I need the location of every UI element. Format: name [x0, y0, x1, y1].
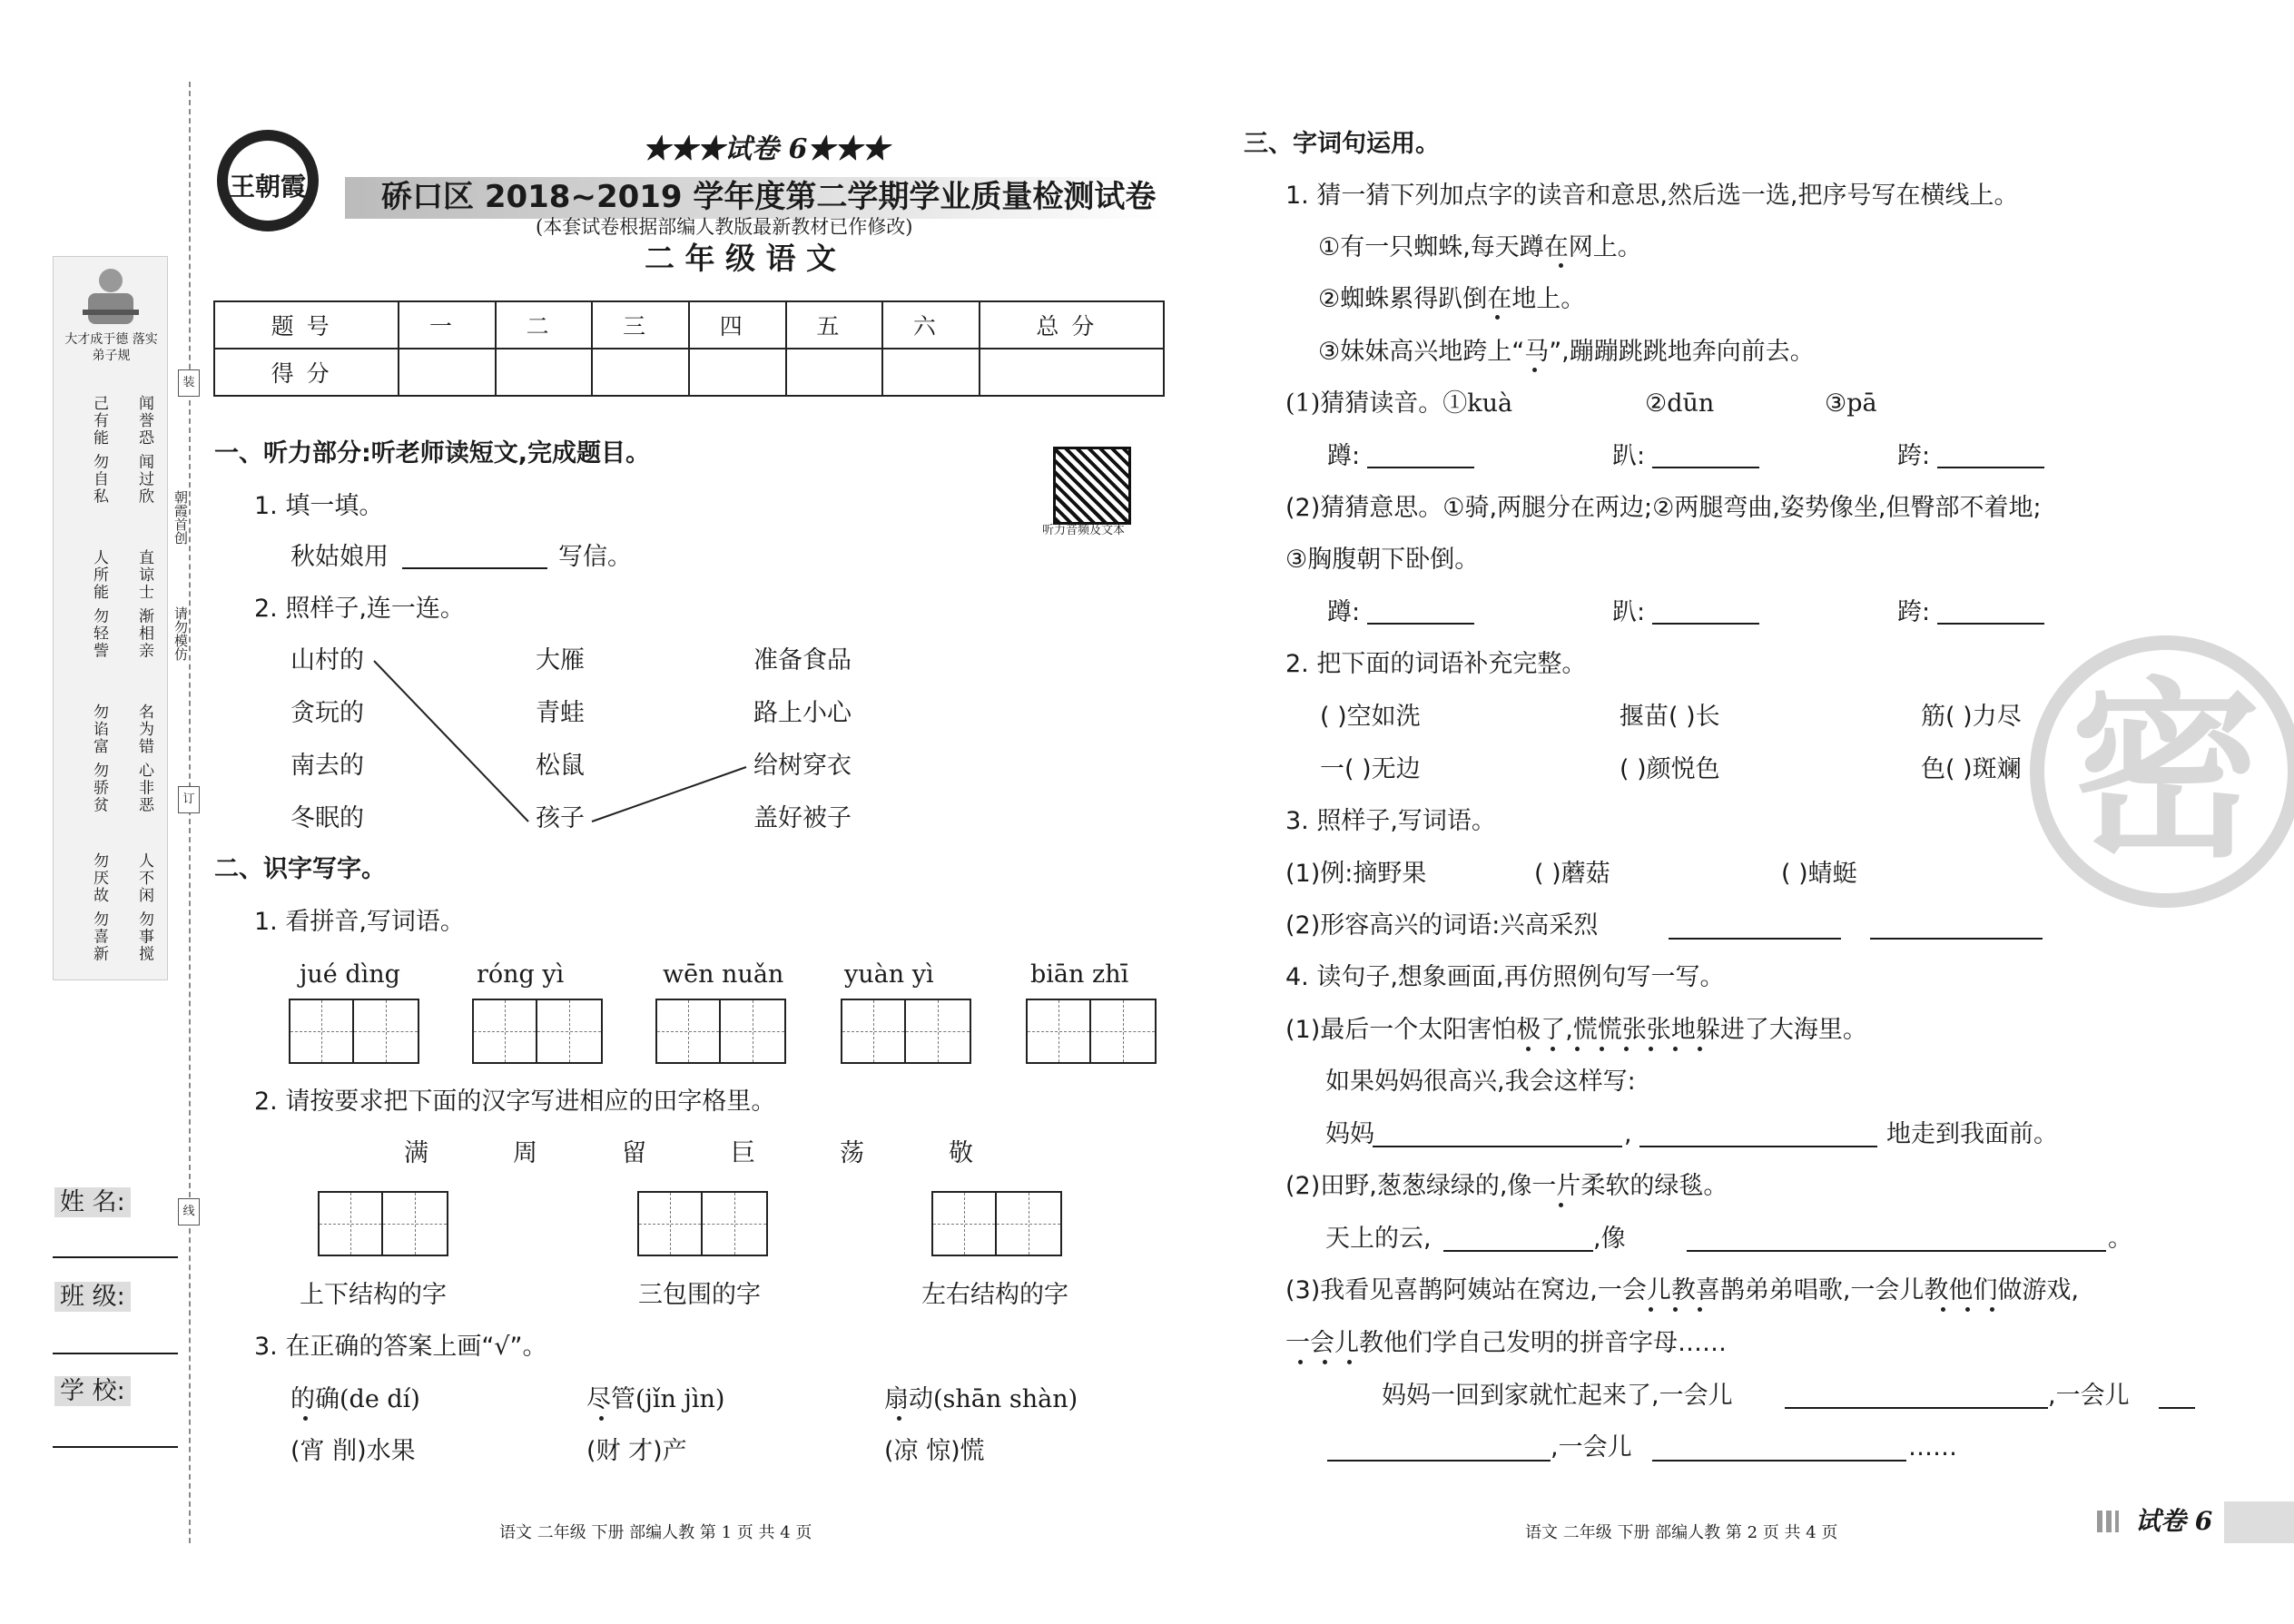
emphasis-dot	[1965, 1307, 1970, 1312]
emphasis-dot	[303, 1416, 308, 1421]
choice-4[interactable]: (宵 削)水果	[290, 1437, 416, 1465]
score-cell: 总分	[980, 301, 1164, 349]
blank-kua-meaning[interactable]	[1937, 623, 2044, 625]
grid-label-2: 三包围的字	[638, 1281, 761, 1309]
happy-word-blank-2[interactable]	[1870, 938, 2043, 940]
footer-right: 语文 二年级 下册 部编人教 第 2 页 共 4 页	[1525, 1523, 1838, 1542]
emphasis-dot	[1575, 1047, 1580, 1051]
pinyin-5: biān zhī	[1030, 960, 1129, 989]
grid-label-3: 左右结构的字	[921, 1281, 1068, 1309]
idiom-4[interactable]: 一( )无边	[1320, 755, 1421, 783]
score-cell: 六	[882, 301, 980, 349]
emphasis-dot	[1323, 1360, 1327, 1364]
s3-ex1-c[interactable]: ( )蜻蜓	[1781, 860, 1857, 888]
s3-p3-c-a: 妈妈一回到家就忙起来了,一会儿	[1382, 1382, 1733, 1410]
emphasis-dot	[599, 1416, 604, 1421]
s3-ex1: (1)例:摘野果	[1285, 860, 1427, 888]
s3-p3-d-a: ,一会儿	[1551, 1433, 1632, 1462]
s3-sentence-3: ③妹妹高兴地跨上“马”,蹦蹦跳跳地奔向前去。	[1318, 338, 1815, 366]
choice-5[interactable]: (财 才)产	[586, 1437, 687, 1465]
blank-label-kua-2: 跨:	[1897, 598, 1931, 626]
motto-top: 大才成于德 落实弟子规	[64, 332, 158, 363]
class-label: 班 级:	[54, 1282, 131, 1312]
exam-badge: ★★★试卷 6★★★	[643, 133, 890, 165]
match-right-1[interactable]: 准备食品	[753, 646, 852, 674]
s3-p3-d-b: ……	[1908, 1433, 1957, 1462]
s3-reading: (1)猜猜读音。①kuà	[1285, 389, 1513, 418]
imitate-blank-2[interactable]	[1639, 1146, 1877, 1147]
emphasis-dot	[1600, 1047, 1604, 1051]
s3-p1-b: 如果妈妈很高兴,我会这样写:	[1325, 1068, 1636, 1096]
emphasis-dot	[1941, 1307, 1945, 1312]
s1-q1-text-a: 秋姑娘用	[290, 543, 389, 571]
tianzi-grid[interactable]	[655, 999, 786, 1064]
emphasis-dot	[1532, 368, 1537, 372]
s3-p2-b-c: 。	[2108, 1225, 2132, 1253]
mom-blank-3[interactable]	[1652, 1460, 1906, 1462]
s2-q1: 1. 看拼音,写词语。	[254, 908, 465, 936]
s3-sentence-2: ②蜘蛛累得趴倒在地上。	[1318, 285, 1586, 313]
s3-p1-c-b: ,	[1624, 1120, 1632, 1148]
mom-blank-2b[interactable]	[1327, 1460, 1551, 1462]
s3-q4: 4. 读句子,想象画面,再仿照例句写一写。	[1285, 963, 1725, 991]
emphasis-dot	[1990, 1307, 1994, 1312]
blank-label-dun: 蹲:	[1327, 442, 1361, 470]
qr-code[interactable]	[1053, 447, 1131, 525]
section3-title: 三、字词句运用。	[1244, 130, 1440, 158]
exam-subtitle: (本套试卷根据部编人教版最新教材已作修改)	[536, 216, 913, 238]
tianzi-grid[interactable]	[318, 1191, 448, 1256]
emphasis-dot	[1551, 1047, 1555, 1051]
idiom-1[interactable]: ( )空如洗	[1320, 703, 1421, 731]
match-left-3[interactable]: 南去的	[290, 752, 364, 780]
s3-p3-b: 一会儿教他们学自己发明的拼音字母……	[1285, 1329, 1727, 1357]
tianzi-grid[interactable]	[931, 1191, 1062, 1256]
emphasis-dot	[1559, 1203, 1563, 1207]
char-3: 留	[622, 1139, 646, 1167]
cloud-blank-2[interactable]	[1687, 1250, 2106, 1252]
school-label: 学 校:	[54, 1376, 131, 1406]
emphasis-dot	[1559, 263, 1563, 268]
watermark-text: 密	[2070, 661, 2261, 883]
side-label-2: 请勿模仿	[172, 606, 189, 661]
char-6: 敬	[949, 1139, 973, 1167]
motto-5: 己有能 勿自私	[90, 395, 108, 506]
score-cell: 五	[786, 301, 883, 349]
score-cell: 题号	[214, 301, 399, 349]
motto-2: 直谅士 渐相亲	[135, 549, 153, 660]
idiom-2[interactable]: 揠苗( )长	[1620, 703, 1720, 731]
s1-q2: 2. 照样子,连一连。	[254, 595, 465, 623]
tag-pattern	[2097, 1511, 2119, 1532]
match-example-lines	[0, 0, 908, 871]
char-4: 巨	[731, 1139, 755, 1167]
match-left-4[interactable]: 冬眠的	[290, 804, 364, 832]
emphasis-dot	[1649, 1307, 1653, 1312]
blank-label-dun-2: 蹲:	[1327, 598, 1361, 626]
char-2: 周	[513, 1139, 537, 1167]
blank-pa-meaning[interactable]	[1652, 623, 1759, 625]
s1-q1: 1. 填一填。	[254, 492, 384, 520]
happy-word-blank-1[interactable]	[1669, 938, 1841, 940]
score-cell: 二	[496, 301, 593, 349]
section1-title: 一、听力部分:听老师读短文,完成题目。	[214, 439, 651, 468]
motto-1: 闻誉恐 闻过欣	[135, 395, 153, 506]
pinyin-4: yuàn yì	[844, 960, 934, 989]
score-cell: 三	[592, 301, 689, 349]
exam-tag: 试卷 6	[2135, 1506, 2213, 1536]
idiom-5[interactable]: ( )颜悦色	[1620, 755, 1720, 783]
emphasis-dot	[897, 1416, 901, 1421]
motto-8: 勿厌故 勿喜新	[90, 852, 108, 963]
score-cell: 四	[689, 301, 786, 349]
s3-p3: (3)我看见喜鹊阿姨站在窝边,一会儿教喜鹊弟弟唱歌,一会儿教他们做游戏,	[1285, 1276, 2079, 1304]
imitate-blank-1[interactable]	[1373, 1146, 1622, 1147]
emphasis-dot	[1698, 1047, 1702, 1051]
grid-label-1: 上下结构的字	[300, 1281, 447, 1309]
s3-p1-c-a: 妈妈	[1325, 1120, 1374, 1148]
blank-pa-reading[interactable]	[1652, 467, 1759, 468]
side-label-1: 朝霞首创	[172, 490, 189, 545]
s3-p2-b-b: ,像	[1593, 1225, 1626, 1253]
tianzi-grid[interactable]	[1026, 999, 1157, 1064]
exam-title: 硚口区 2018~2019 学年度第二学期学业质量检测试卷	[381, 179, 1157, 215]
choice-2[interactable]: 尽管(jǐn jìn)	[586, 1385, 725, 1413]
blank-label-pa: 趴:	[1612, 442, 1646, 470]
s3-p2: (2)田野,葱葱绿绿的,像一片柔软的绿毯。	[1285, 1172, 1728, 1200]
binding-mark-3: 线	[178, 1198, 200, 1225]
s3-p2-b-a: 天上的云,	[1325, 1225, 1432, 1253]
name-field[interactable]	[53, 1256, 178, 1258]
s3-ex1-b[interactable]: ( )蘑菇	[1534, 860, 1610, 888]
blank-dun-meaning[interactable]	[1367, 623, 1474, 625]
confidential-watermark	[2030, 635, 2294, 908]
score-input[interactable]	[980, 349, 1164, 396]
emphasis-dot	[1698, 1307, 1702, 1312]
motto-4: 人不闲 勿事搅	[135, 852, 153, 963]
pinyin-3: wēn nuǎn	[663, 960, 784, 989]
mom-blank-1[interactable]	[1785, 1407, 2048, 1409]
match-right-2[interactable]: 路上小心	[753, 699, 852, 727]
s3-p1: (1)最后一个太阳害怕极了,慌慌张张地躲进了大海里。	[1285, 1016, 1867, 1044]
s1-q1-text-b: 写信。	[558, 543, 632, 571]
match-left-1[interactable]: 山村的	[290, 646, 364, 674]
school-field[interactable]	[53, 1446, 178, 1448]
tag-bar	[2224, 1501, 2294, 1543]
blank-label-pa-2: 趴:	[1612, 598, 1646, 626]
idiom-6[interactable]: 色( )斑斓	[1921, 755, 2022, 783]
section2-title: 二、识字写字。	[214, 855, 386, 883]
s3-sentence-1: ①有一只蜘蛛,每天蹲在网上。	[1318, 233, 1642, 261]
s3-meaning: (2)猜猜意思。①骑,两腿分在两边;②两腿弯曲,姿势像坐,但臀部不着地;	[1285, 494, 2042, 522]
tianzi-grid[interactable]	[289, 999, 419, 1064]
s3-reading-3: ③pā	[1825, 389, 1877, 418]
tianzi-grid[interactable]	[841, 999, 971, 1064]
emphasis-dot	[1347, 1360, 1352, 1364]
emphasis-dot	[1673, 1047, 1678, 1051]
tianzi-grid[interactable]	[637, 1191, 768, 1256]
s3-p1-c-c: 地走到我面前。	[1886, 1120, 2058, 1148]
score-cell: 一	[399, 301, 496, 349]
tianzi-grid[interactable]	[472, 999, 603, 1064]
choice-3[interactable]: 扇动(shān shàn)	[884, 1385, 1078, 1413]
s3-q1: 1. 猜一猜下列加点字的读音和意思,然后选一选,把序号写在横线上。	[1285, 182, 2019, 210]
score-cell: 得分	[214, 349, 399, 396]
logo-text: 王朝霞	[229, 172, 306, 202]
s3-meaning-2: ③胸腹朝下卧倒。	[1285, 546, 1480, 574]
choice-1[interactable]: 的确(de dí)	[290, 1385, 420, 1413]
s3-p3-c-b: ,一会儿	[2048, 1382, 2130, 1410]
footer-left: 语文 二年级 下册 部编人教 第 1 页 共 4 页	[499, 1523, 812, 1542]
char-5: 荡	[840, 1139, 864, 1167]
class-field[interactable]	[53, 1353, 178, 1354]
match-mid-2[interactable]: 青蛙	[536, 699, 585, 727]
mom-blank-2a[interactable]	[2159, 1407, 2195, 1409]
cloud-blank-1[interactable]	[1443, 1250, 1593, 1252]
match-mid-4[interactable]: 孩子	[536, 804, 585, 832]
match-right-3[interactable]: 给树穿衣	[753, 752, 852, 780]
s3-reading-2: ②dūn	[1645, 389, 1715, 418]
s3-q3: 3. 照样子,写词语。	[1285, 807, 1496, 835]
match-mid-3[interactable]: 松鼠	[536, 752, 585, 780]
match-mid-1[interactable]: 大雁	[536, 646, 585, 674]
motto-3: 名为错 心非恶	[135, 704, 153, 814]
motto-7: 勿谄富 勿骄贫	[90, 704, 108, 814]
idiom-3[interactable]: 筋( )力尽	[1921, 703, 2022, 731]
pinyin-2: róng yì	[477, 960, 565, 989]
emphasis-dot	[1624, 1047, 1629, 1051]
pinyin-1: jué dìng	[300, 960, 400, 989]
exam-subject: 二 年 级 语 文	[645, 241, 836, 276]
emphasis-dot	[1298, 1360, 1303, 1364]
s3-ex2: (2)形容高兴的词语:兴高采烈	[1285, 911, 1599, 940]
match-right-4[interactable]: 盖好被子	[753, 804, 852, 832]
emphasis-dot	[1495, 315, 1500, 320]
binding-mark-2: 订	[178, 786, 200, 813]
name-label: 姓 名:	[54, 1187, 131, 1217]
blank-kua-reading[interactable]	[1937, 467, 2044, 468]
choice-6[interactable]: (凉 惊)慌	[884, 1437, 985, 1465]
char-1: 满	[404, 1139, 428, 1167]
emphasis-dot	[1526, 1047, 1531, 1051]
emphasis-dot	[1673, 1307, 1678, 1312]
s2-q2: 2. 请按要求把下面的汉字写进相应的田字格里。	[254, 1088, 776, 1116]
blank-dun-reading[interactable]	[1367, 467, 1474, 468]
motto-6: 人所能 勿轻訾	[90, 549, 108, 660]
blank-label-kua: 跨:	[1897, 442, 1931, 470]
emphasis-dot	[1649, 1047, 1653, 1051]
s3-q2: 2. 把下面的词语补充完整。	[1285, 650, 1587, 678]
binding-mark-1: 装	[178, 369, 200, 397]
s2-q3: 3. 在正确的答案上画“√”。	[254, 1333, 547, 1361]
qr-caption: 听力音频及文本	[1042, 524, 1126, 537]
match-left-2[interactable]: 贪玩的	[290, 699, 364, 727]
